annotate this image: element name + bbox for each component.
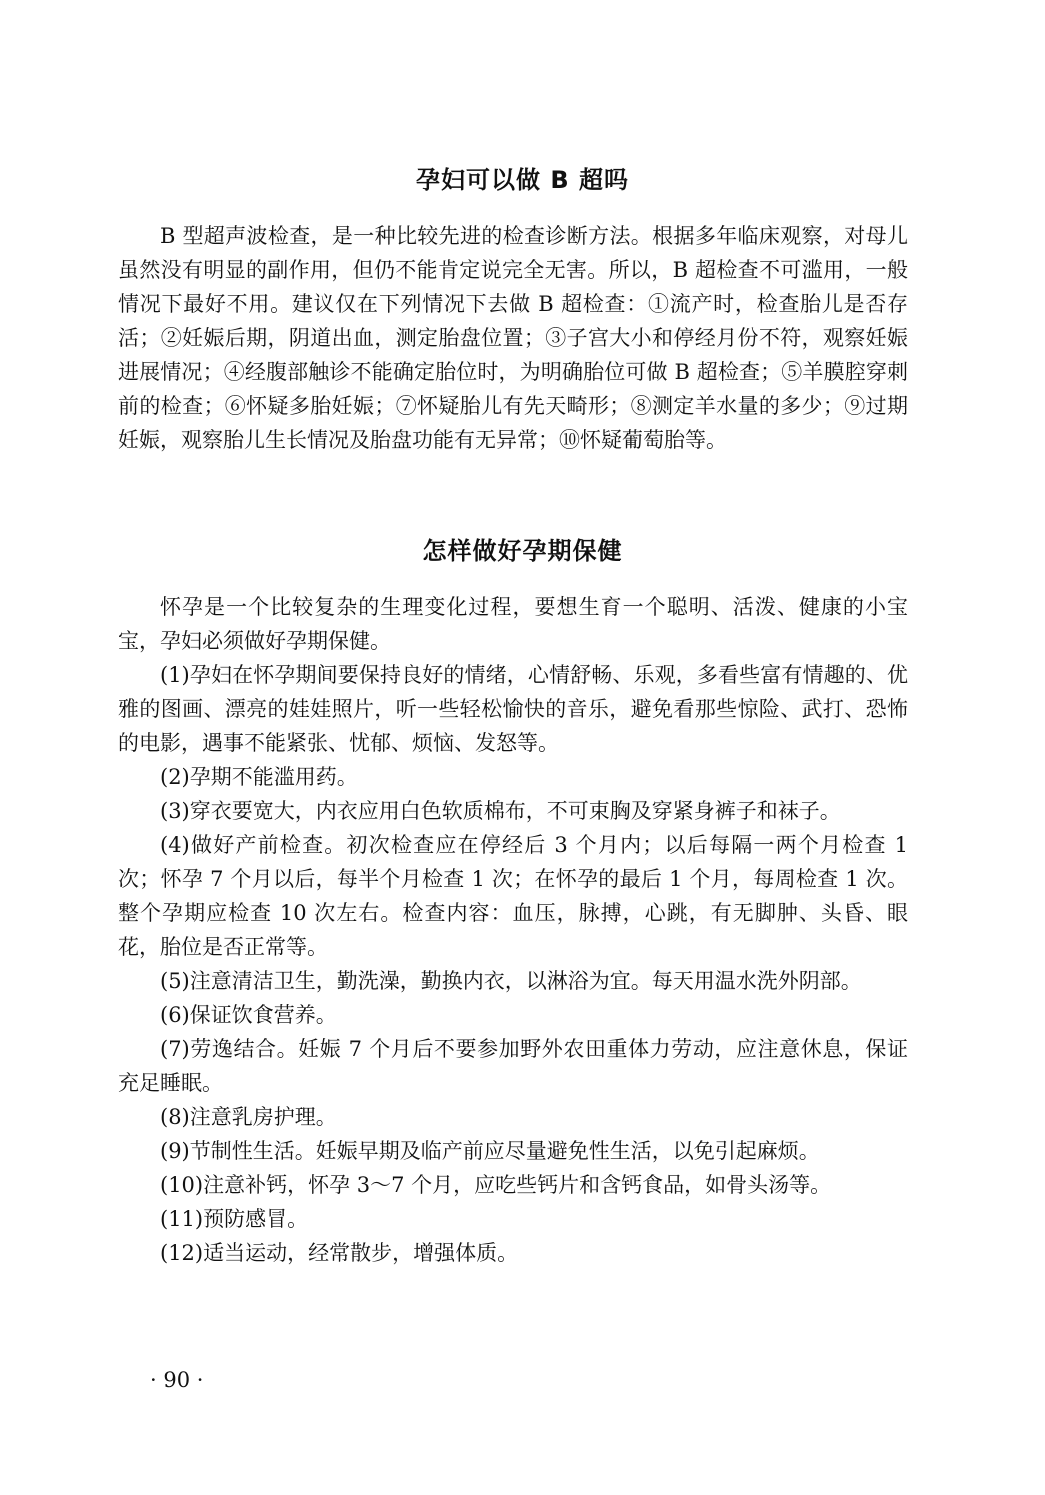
section-body-prenatal-care — [118, 590, 908, 1270]
list-item: (5)注意清洁卫生，勤洗澡，勤换内衣，以淋浴为宜。每天用温水洗外阴部。 — [160, 969, 862, 993]
paragraph-intro: 怀孕是一个比较复杂的生理变化过程，要想生育一个聪明、活泼、健康的小宝宝，孕妇必须做好孕期保健。 — [118, 595, 908, 653]
list-item: (9)节制性生活。妊娠早期及临产前应尽量避免性生活，以免引起麻烦。 — [160, 1139, 820, 1163]
list-item: (7)劳逸结合。妊娠 7 个月后不要参加野外农田重体力劳动，应注意休息，保证充足睡眠。 — [118, 1037, 908, 1095]
paragraph-ultrasound: B 型超声波检查，是一种比较先进的检查诊断方法。根据多年临床观察，对母儿虽然没有明显的副作用，但仍不能肯定说完全无害。所以，B 超检查不可滥用，一般情况下最好不用。建议仅在下列情况下去做 B 超检查：①流产时，检查胎儿是否存活；②妊娠后期，阴道出血，测定胎盘位置；③子宫大小和停经月份不符，观察妊娠进展情况；④经腹部触诊不能确定胎位时，为明确胎位可做 B 超检查；⑤羊膜腔穿刺前的检查；⑥怀疑多胎妊娠；⑦怀疑胎儿有先天畸形；⑧测定羊水量的多少；⑨过期妊娠，观察胎儿生长情况及胎盘功能有无异常；⑩怀疑葡萄胎等。 — [118, 224, 908, 452]
list-item: (2)孕期不能滥用药。 — [160, 765, 358, 789]
list-item: (8)注意乳房护理。 — [160, 1105, 337, 1129]
list-item: (3)穿衣要宽大，内衣应用白色软质棉布，不可束胸及穿紧身裤子和袜子。 — [160, 799, 841, 823]
page-number: · 90 · — [150, 1368, 204, 1392]
section-title-ultrasound: 孕妇可以做 B 超吗 — [415, 166, 629, 194]
list-item: (10)注意补钙，怀孕 3～7 个月，应吃些钙片和含钙食品，如骨头汤等。 — [160, 1173, 832, 1197]
list-item: (6)保证饮食营养。 — [160, 1003, 337, 1027]
section-body-ultrasound — [118, 219, 908, 457]
list-item: (1)孕妇在怀孕期间要保持良好的情绪，心情舒畅、乐观，多看些富有情趣的、优雅的图画、漂亮的娃娃照片，听一些轻松愉快的音乐，避免看那些惊险、武打、恐怖的电影，遇事不能紧张、忧郁、烦恼、发怒等。 — [118, 663, 908, 755]
list-item: (12)适当运动，经常散步，增强体质。 — [160, 1241, 519, 1265]
section-title-prenatal-care: 怎样做好孕期保健 — [422, 537, 623, 565]
list-item: (11)预防感冒。 — [160, 1207, 309, 1231]
list-item: (4)做好产前检查。初次检查应在停经后 3 个月内；以后每隔一两个月检查 1 次；怀孕 7 个月以后，每半个月检查 1 次；在怀孕的最后 1 个月，每周检查 1 次。整个孕期应检查 10 次左右。检查内容：血压，脉搏，心跳，有无脚肿、头昏、眼花，胎位是否正常等。 — [118, 833, 908, 959]
